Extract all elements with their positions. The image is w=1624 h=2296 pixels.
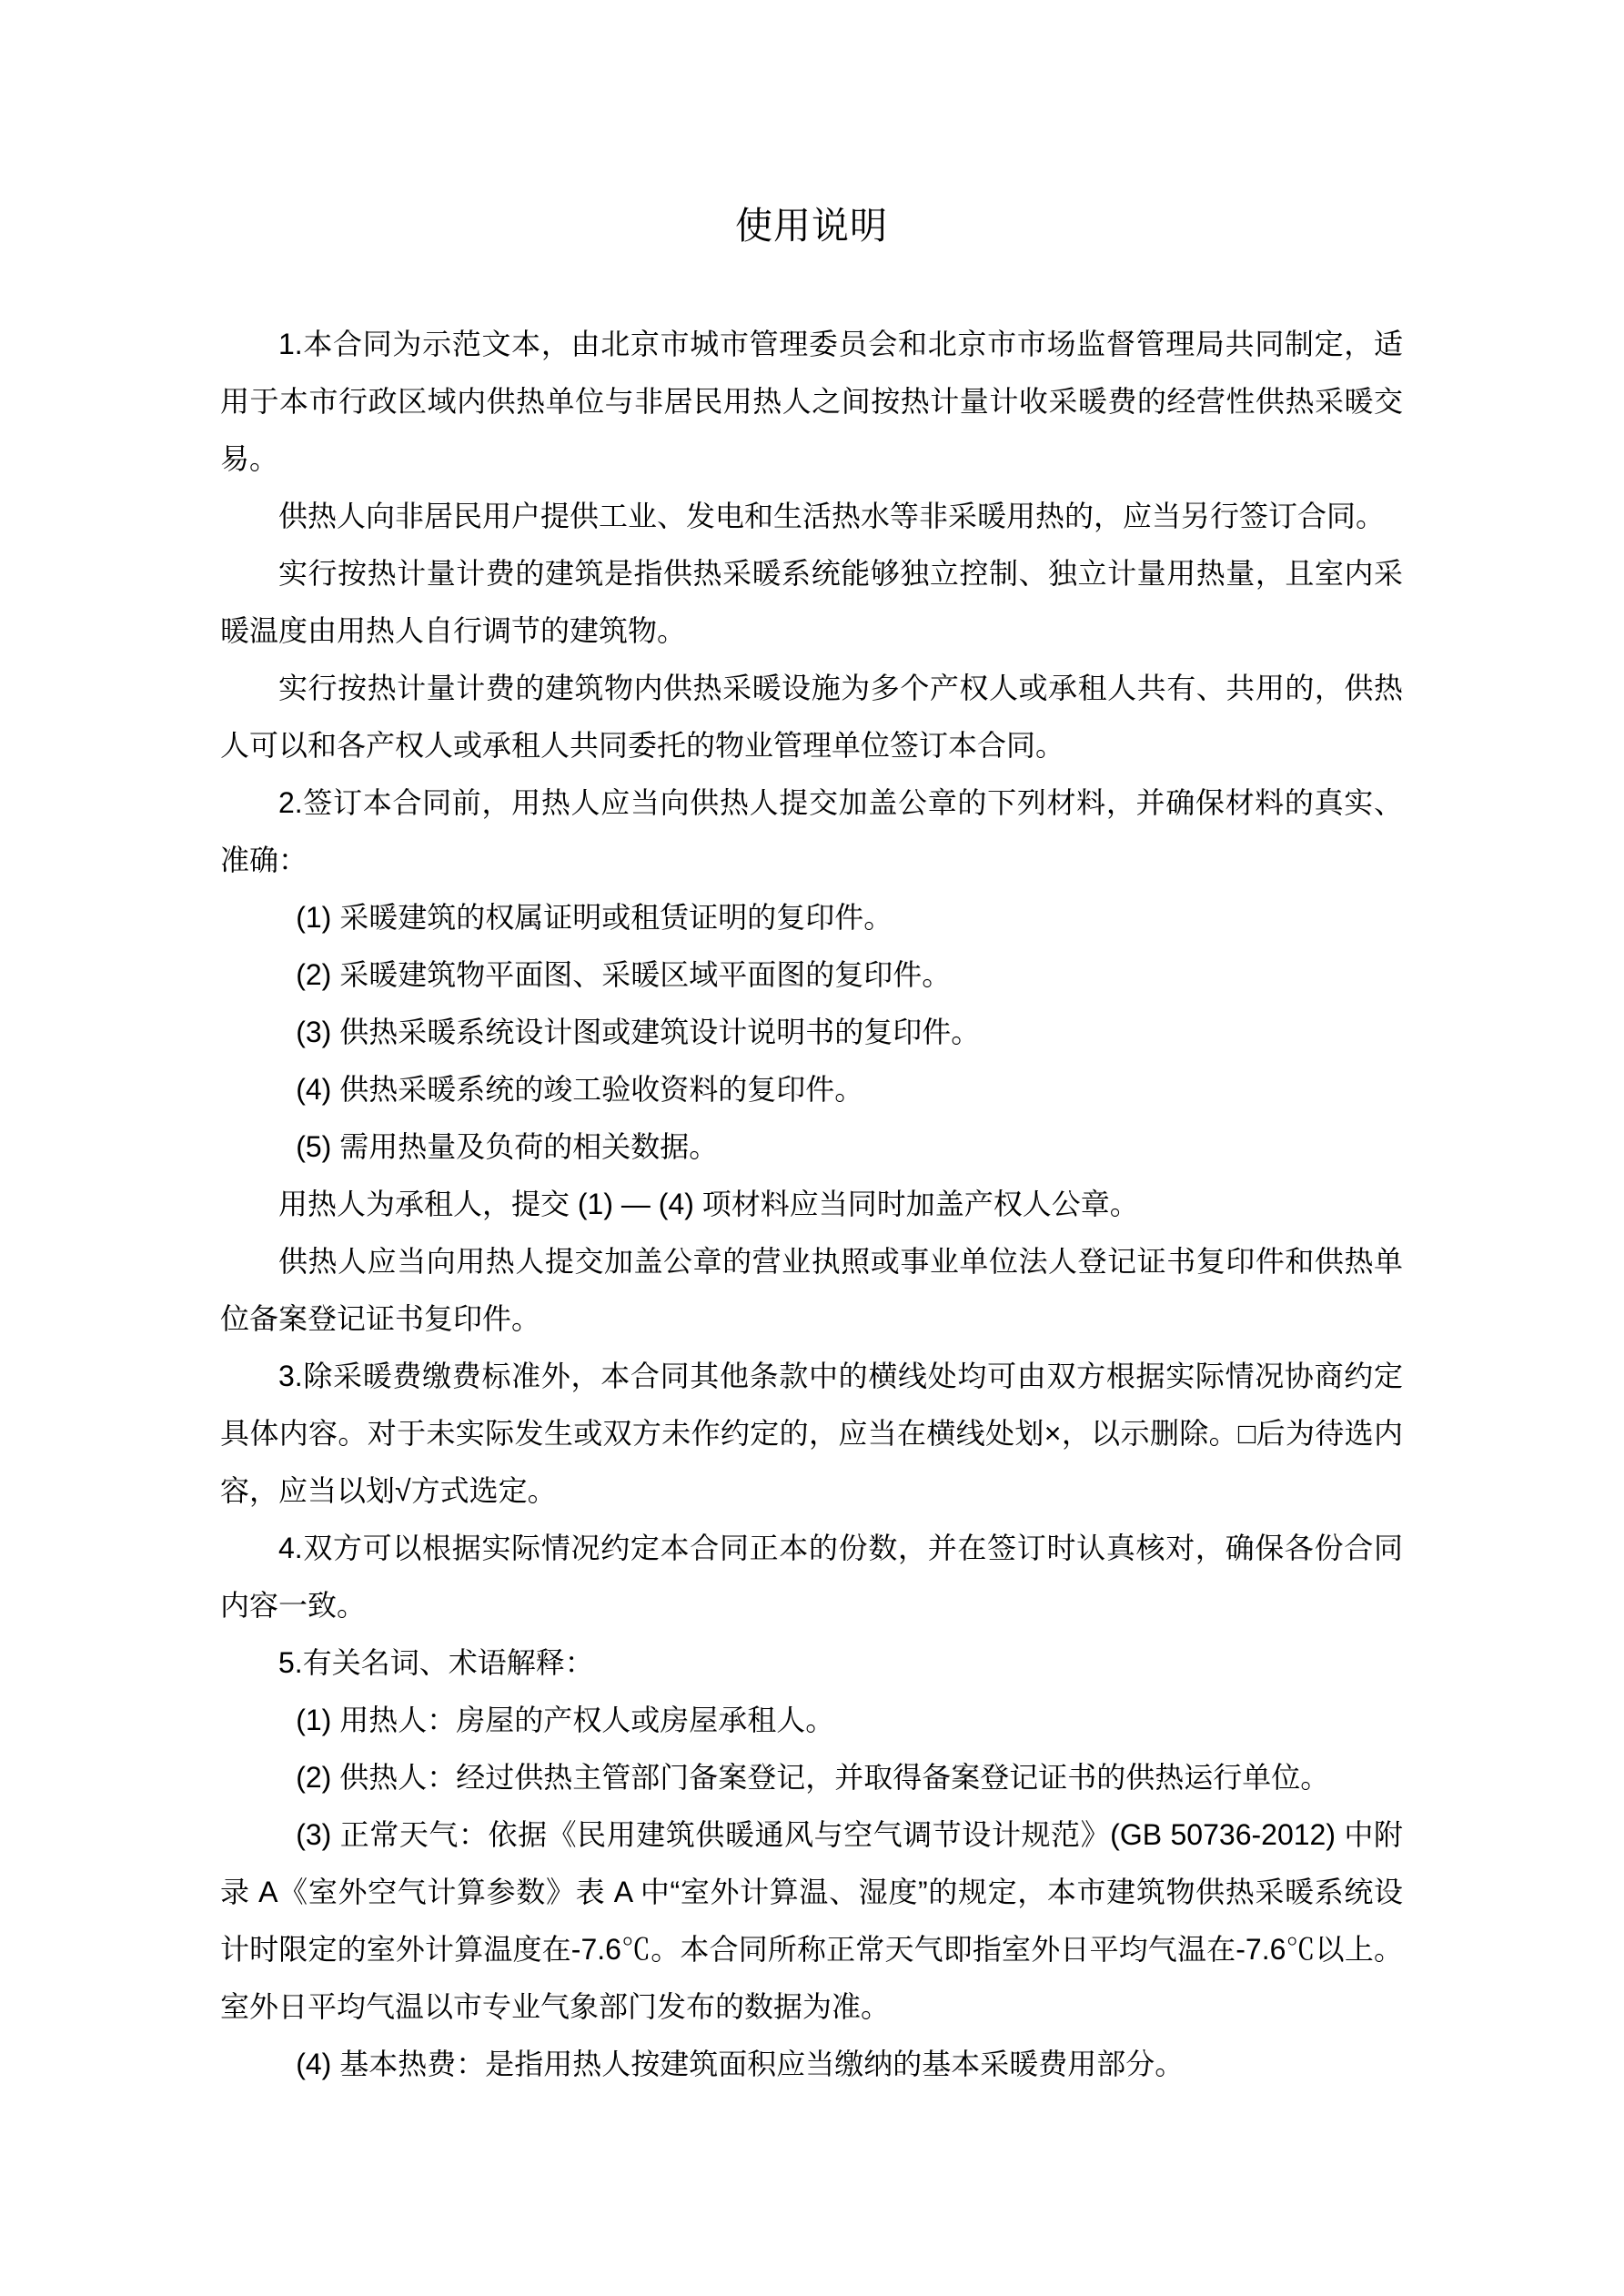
paragraph: 供热人向非居民用户提供工业、发电和生活热水等非采暖用热的，应当另行签订合同。 [278, 500, 1386, 532]
paragraph: (1) 用热人：房屋的产权人或房屋承租人。 [296, 1704, 835, 1736]
paragraph: (4) 基本热费：是指用热人按建筑面积应当缴纳的基本采暖费用部分。 [296, 2048, 1185, 2080]
paragraph: (2) 采暖建筑物平面图、采暖区域平面图的复印件。 [296, 958, 952, 991]
paragraph: 2.签订本合同前，用热人应当向供热人提交加盖公章的下列材料，并确保材料的真实、准确： [220, 786, 1403, 876]
paragraph: 实行按热计量计费的建筑是指供热采暖系统能够独立控制、独立计量用热量，且室内采暖温度由用热人自行调节的建筑物。 [220, 557, 1403, 647]
paragraph: (4) 供热采暖系统的竣工验收资料的复印件。 [296, 1073, 864, 1106]
paragraph: 3.除采暖费缴费标准外，本合同其他条款中的横线处均可由双方根据实际情况协商约定具体内容。对于未实际发生或双方未作约定的，应当在横线处划×，以示删除。□后为待选内容，应当以划√方式选定。 [220, 1360, 1403, 1507]
paragraph: (5) 需用热量及负荷的相关数据。 [296, 1130, 719, 1163]
paragraph: 5.有关名词、术语解释： [278, 1646, 594, 1679]
paragraph: 实行按热计量计费的建筑物内供热采暖设施为多个产权人或承租人共有、共用的，供热人可以和各产权人或承租人共同委托的物业管理单位签订本合同。 [220, 672, 1403, 762]
document-title: 使用说明 [735, 205, 888, 247]
paragraph: (2) 供热人：经过供热主管部门备案登记，并取得备案登记证书的供热运行单位。 [296, 1761, 1330, 1794]
paragraph: (1) 采暖建筑的权属证明或租赁证明的复印件。 [296, 901, 893, 934]
paragraph: (3) 正常天气：依据《民用建筑供暖通风与空气调节设计规范》(GB 50736-2012) 中附录 A《室外空气计算参数》表 A 中“室外计算温、湿度”的规定，本市建筑物供热采暖系统设计时限定的室外计算温度在-7.6℃。本合同所称正常天气即指室外日平均气温在-7.6℃以上。室外日平均气温以市专业气象部门发布的数据为准。 [220, 1818, 1403, 2023]
paragraph-list [220, 316, 1403, 2093]
paragraph: 1.本合同为示范文本，由北京市城市管理委员会和北京市市场监督管理局共同制定，适用于本市行政区域内供热单位与非居民用热人之间按热计量计收采暖费的经营性供热采暖交易。 [220, 328, 1403, 475]
paragraph: (3) 供热采暖系统设计图或建筑设计说明书的复印件。 [296, 1016, 981, 1048]
paragraph: 4.双方可以根据实际情况约定本合同正本的份数，并在签订时认真核对，确保各份合同内容一致。 [220, 1532, 1403, 1622]
paragraph: 供热人应当向用热人提交加盖公章的营业执照或事业单位法人登记证书复印件和供热单位备案登记证书复印件。 [220, 1245, 1403, 1335]
paragraph: 用热人为承租人，提交 (1) — (4) 项材料应当同时加盖产权人公章。 [278, 1188, 1139, 1220]
